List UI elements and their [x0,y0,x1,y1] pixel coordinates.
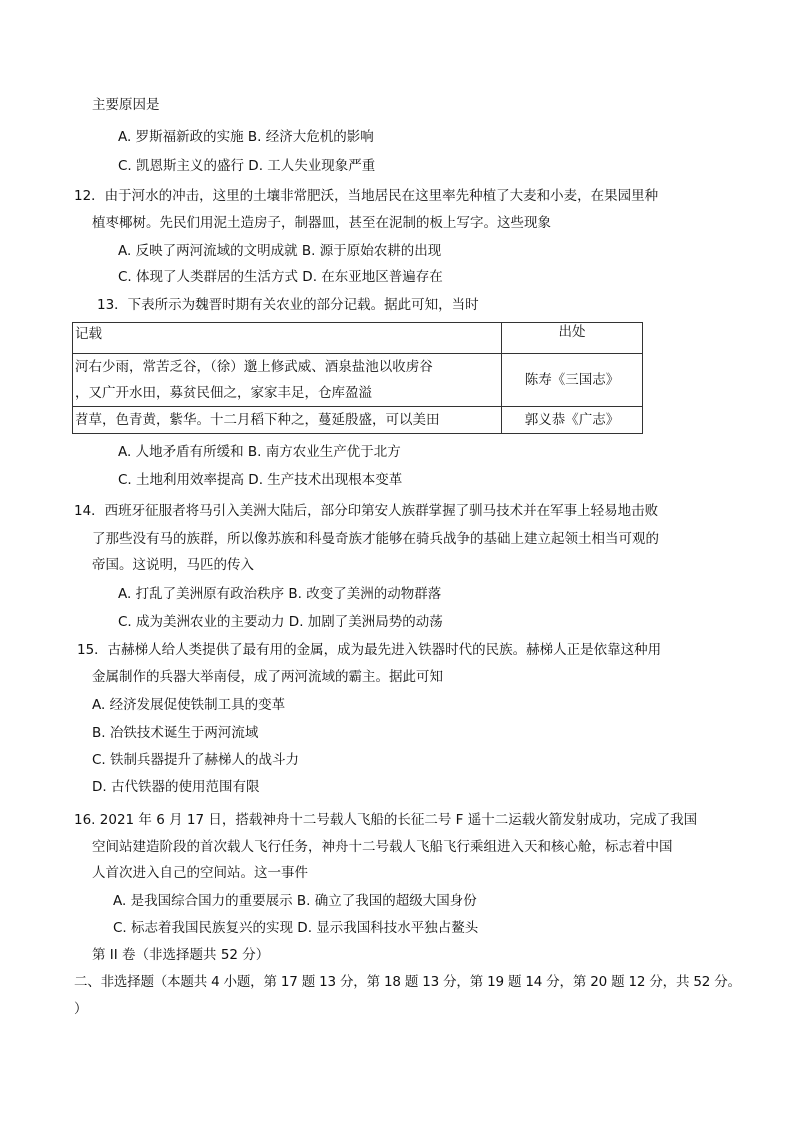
table-header-source: 出处 [502,323,643,354]
agriculture-records-table [72,322,643,434]
option-line: D. 古代铁器的使用范围有限 [92,779,260,795]
option-line: C. 铁制兵器提升了赫梯人的战斗力 [92,752,300,768]
table-header-row [73,323,643,354]
option-line: C. 成为美洲农业的主要动力 D. 加剧了美洲局势的动荡 [118,614,443,630]
text-line: 主要原因是 [92,97,160,113]
section-instruction: 二、非选择题（本题共 4 小题，第 17 题 13 分，第 18 题 13 分，第 19 题 14 分，第 20 题 12 分，共 52 分。 [74,974,741,990]
question-14-stem: 14．西班牙征服者将马引入美洲大陆后，部分印第安人族群掌握了驯马技术并在军事上轻易地击败 [74,503,659,519]
record-line: 河右少雨，常苦乏谷，（徐）邈上修武威、酒泉盐池以收虏谷 [75,359,433,375]
option-line: C. 土地利用效率提高 D. 生产技术出现根本变革 [118,472,403,488]
option-line: B. 冶铁技术诞生于两河流域 [92,725,259,741]
section-heading: 第 II 卷（非选择题共 52 分） [92,947,270,963]
option-line: C. 体现了人类群居的生活方式 D. 在东亚地区普遍存在 [118,269,443,285]
question-12-stem: 12．由于河水的冲击，这里的土壤非常肥沃，当地居民在这里率先种植了大麦和小麦，在果园里种 [74,188,659,204]
table-row [73,407,643,434]
question-15-stem-cont: 金属制作的兵器大举南侵，成了两河流域的霸主。据此可知 [92,669,443,685]
question-15-stem: 15．古赫梯人给人类提供了最有用的金属，成为最先进入铁器时代的民族。赫梯人正是依靠这种用 [77,642,662,658]
option-line: A. 人地矛盾有所缓和 B. 南方农业生产优于北方 [118,444,401,460]
option-line: A. 反映了两河流域的文明成就 B. 源于原始农耕的出现 [118,243,442,259]
option-line: A. 罗斯福新政的实施 B. 经济大危机的影响 [118,129,374,145]
option-line: C. 标志着我国民族复兴的实现 D. 显示我国科技水平独占鳌头 [113,920,479,936]
question-16-stem-cont: 人首次进入自己的空间站。这一事件 [92,865,308,881]
table-row [73,354,643,407]
question-12-stem-cont: 植枣椰树。先民们用泥土造房子，制器皿，甚至在泥制的板上写字。这些现象 [92,215,551,231]
option-line: C. 凯恩斯主义的盛行 D. 工人失业现象严重 [118,158,376,174]
question-14-stem-cont: 了那些没有马的族群，所以像苏族和科曼奇族才能够在骑兵战争的基础上建立起领土相当可观的 [92,531,659,547]
question-16-stem: 16. 2021 年 6 月 17 日，搭载神舟十二号载人飞船的长征二号 F 遥十二运载火箭发射成功，完成了我国 [74,812,698,828]
table-cell-record [73,354,502,407]
section-instruction-cont: ） [74,1001,88,1017]
option-line: A. 经济发展促使铁制工具的变革 [92,697,286,713]
question-13-stem: 13．下表所示为魏晋时期有关农业的部分记载。据此可知，当时 [97,297,479,313]
option-line: A. 打乱了美洲原有政治秩序 B. 改变了美洲的动物群落 [118,586,442,602]
question-16-stem-cont: 空间站建造阶段的首次载人飞行任务，神舟十二号载人飞船飞行乘组进入天和核心舱，标志着中国 [92,839,673,855]
table-cell-record: 苕草，色青黄，紫华。十二月稻下种之，蔓延殷盛，可以美田 [73,407,502,434]
question-14-stem-cont: 帝国。这说明，马匹的传入 [92,557,254,573]
record-line: ，又广开水田，募贫民佃之，家家丰足，仓库盈溢 [75,385,372,401]
table-cell-source: 陈寿《三国志》 [502,354,643,407]
option-line: A. 是我国综合国力的重要展示 B. 确立了我国的超级大国身份 [113,893,477,909]
table-header-record: 记载 [73,323,502,354]
table-cell-source: 郭义恭《广志》 [502,407,643,434]
